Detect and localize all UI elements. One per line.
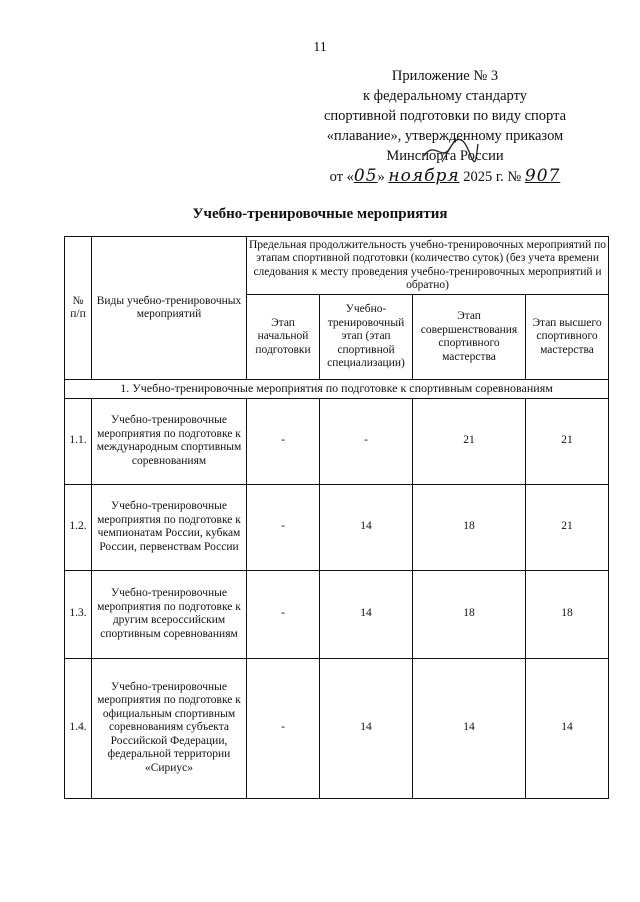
document-title: Учебно-тренировочные мероприятия (192, 206, 448, 222)
order-year: 2025 г. № (463, 169, 522, 185)
row-name: Учебно-тренировочные мероприятия по подготовке к официальным спортивным соревнованиям субъекта Российской Федерации, федеральной территории «Сириус» (92, 658, 247, 798)
order-date-line: от «05» ноября 2025 г. № 907 (329, 166, 561, 186)
row-value: 14 (413, 658, 526, 798)
header-num: № п/п (65, 237, 92, 380)
row-value: 18 (526, 570, 609, 658)
row-value: 14 (320, 570, 413, 658)
row-value: 21 (526, 398, 609, 484)
order-day: 05 (353, 166, 378, 186)
header-stage: Этап совершенствования спортивного мастерства (413, 295, 526, 380)
row-value: - (320, 398, 413, 484)
header-stage: Этап начальной подготовки (247, 295, 320, 380)
row-name: Учебно-тренировочные мероприятия по подготовке к чемпионатам России, кубкам России, первенствам России (92, 484, 247, 570)
header-kinds: Виды учебно-тренировочных мероприятий (92, 237, 247, 380)
row-value: 14 (526, 658, 609, 798)
row-value: - (247, 484, 320, 570)
ministry-name: Минспорта России (386, 148, 504, 164)
row-value: - (247, 398, 320, 484)
signature-mark (420, 136, 480, 164)
row-num: 1.2. (65, 484, 92, 570)
row-name: Учебно-тренировочные мероприятия по подготовке к другим всероссийским спортивным соревнованиям (92, 570, 247, 658)
row-num: 1.1. (65, 398, 92, 484)
row-num: 1.4. (65, 658, 92, 798)
order-number: 907 (524, 166, 561, 186)
row-value: - (247, 658, 320, 798)
page-number: 11 (313, 40, 327, 55)
row-name: Учебно-тренировочные мероприятия по подготовке к международным спортивным соревнованиям (92, 398, 247, 484)
appendix-line: «плавание», утвержденному приказом (326, 128, 564, 144)
appendix-block (280, 66, 610, 187)
header-duration: Предельная продолжительность учебно-тренировочных мероприятий по этапам спортивной подготовки (количество суток) (без учета времени следования к месту проведения учебно-тренировочных мероприятий и обратно) (247, 237, 609, 295)
appendix-line: спортивной подготовки по виду спорта (323, 108, 567, 124)
header-stage: Этап высшего спортивного мастерства (526, 295, 609, 380)
row-value: 21 (526, 484, 609, 570)
appendix-line: к федеральному стандарту (363, 88, 527, 104)
appendix-line (280, 146, 610, 166)
table-row (65, 484, 609, 570)
row-value: 14 (320, 658, 413, 798)
section-row: 1. Учебно-тренировочные мероприятия по подготовке к спортивным соревнованиям (65, 380, 609, 399)
date-prefix: от « (329, 169, 354, 185)
row-value: 21 (413, 398, 526, 484)
header-stage: Учебно-тренировочный этап (этап спортивной специализации) (320, 295, 413, 380)
row-num: 1.3. (65, 570, 92, 658)
order-month: ноября (388, 166, 460, 186)
appendix-line: Приложение № 3 (391, 68, 499, 84)
table-row (65, 658, 609, 798)
events-table (64, 236, 609, 799)
row-value: 18 (413, 484, 526, 570)
row-value: 18 (413, 570, 526, 658)
table-row (65, 398, 609, 484)
row-value: - (247, 570, 320, 658)
row-value: 14 (320, 484, 413, 570)
table-row (65, 570, 609, 658)
